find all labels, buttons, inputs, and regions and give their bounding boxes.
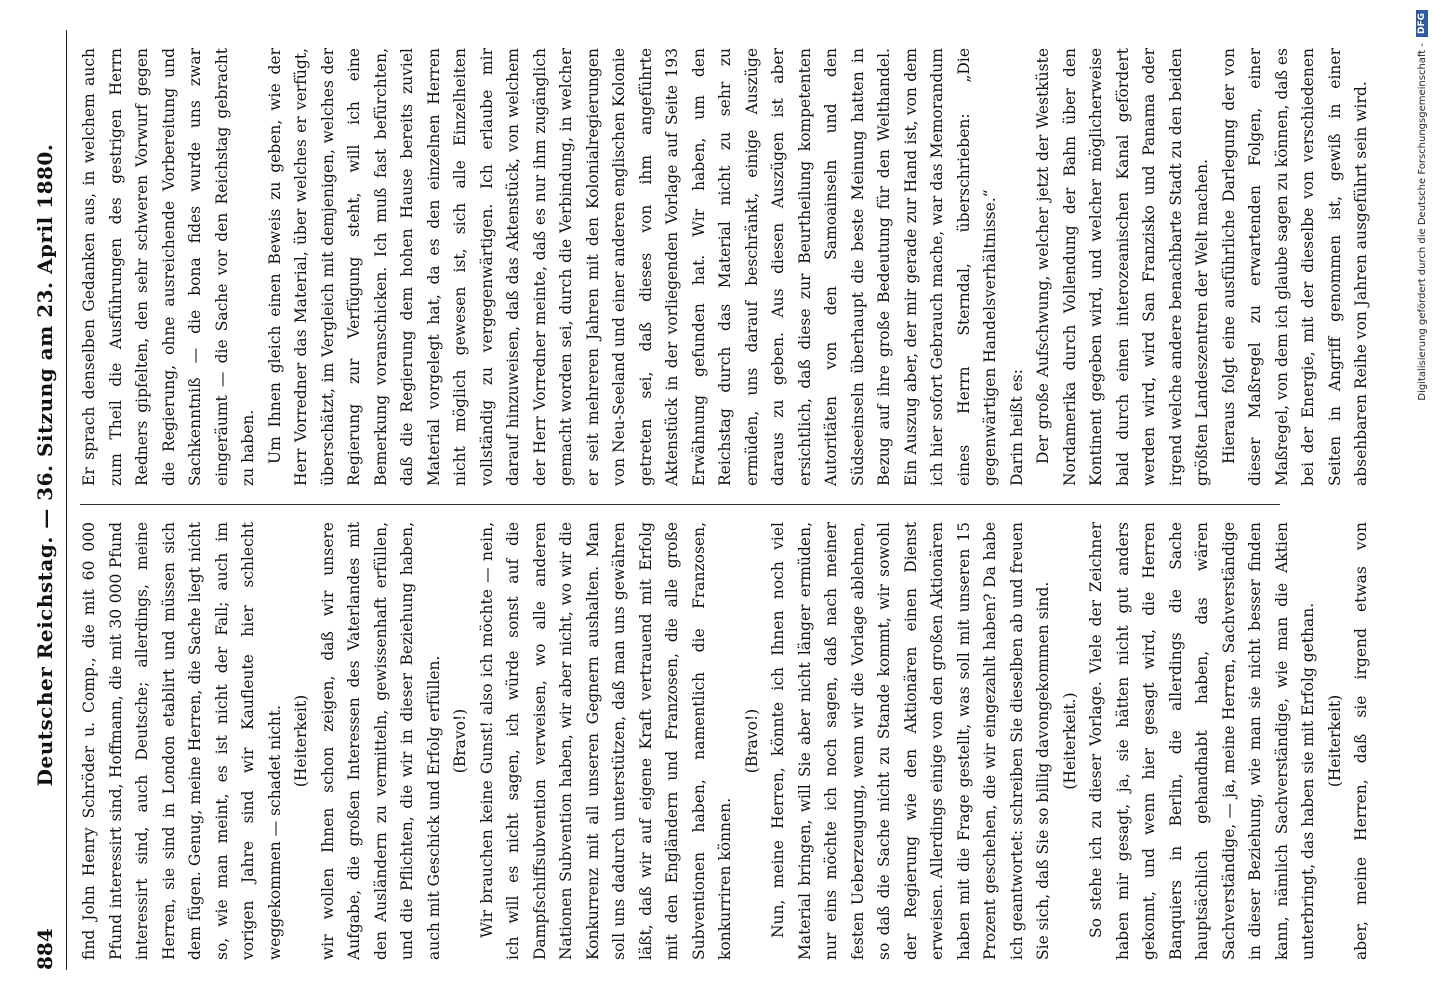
paragraph: [1375, 48, 1377, 486]
paragraph: Nun, meine Herren, könnte ich Ihnen noch viel Material bringen, will Sie aber nicht länger ermüden, nur eins möchte ich noch sagen, daß nach meiner festen Ueberzeugung, wenn wir die Vorlage ablehnen, so daß die Sache nicht zu Stande kommt, wir sowohl der Regierung wie den Aktionären einen Dienst erweisen. Allerdings einige von den großen Aktionären haben mit die Frage gestellt, was soll mit unseren 15 Prozent geschehen, die wir eingezahlt haben? Da habe ich geantwortet: schreiben Sie dieselben ab und freuen Sie sich, daß Sie so billig davongekommen sind.: [769, 522, 1052, 960]
rotated-content: [0, 10, 1400, 1000]
paragraph: So stehe ich zu dieser Vorlage. Viele der Zeichner haben mir gesagt, ja, sie hätten nicht gut anders gekonnt, und wenn hier gesagt wird, die Herren Banquiers in Berlin, die allerdings die Sache hauptsächlich gehandhabt haben, das wären Sachverständige, — ja, meine Herren, Sachverständige in dieser Beziehung, wie man sie nicht besser finden kann, nämlich Sachverständige, wie man die Aktien unterbringt, das haben sie mit Erfolg gethan.: [1087, 522, 1317, 960]
paragraph: Wir brauchen keine Gunst! also ich möchte — nein, ich will es nicht sagen, ich würde sonst auf die Dampfschiffsubvention verweisen, wo alle anderen Nationen Subvention haben, wir aber nicht, wo wir die Konkurrenz mit all unseren Gegnern aushalten. Man soll uns dadurch unterstützen, daß man uns gewähren läßt, daß wir auf eigene Kraft vertrauend mit Erfolg mit den Engländern und Franzosen, die alle große Subventionen haben, namentlich die Franzosen, konkurriren können.: [477, 522, 734, 960]
running-title: Deutscher Reichstag. — 36. Sitzung am 23. April 1880.: [33, 143, 57, 787]
paragraph: wir wollen Ihnen schon zeigen, daß wir unsere Aufgabe, die großen Interessen des Vaterlandes mit den Ausländern zu vermitteln, gewissenhaft erfüllen, und die Pflichten, die wir in dieser Beziehung haben, auch mit Geschick und Erfolg erfüllen.: [318, 522, 443, 960]
page-header: [30, 30, 60, 970]
left-column: [76, 522, 1376, 960]
paragraph: Er sprach denselben Gedanken aus, in welchem auch zum Theil die Ausführungen des gestrigen Herrn Redners gipfelten, den sehr schweren Vorwurf gegen die Regierung, ohne ausreichende Vorbereitung und Sachkenntniß — die bona fides wurde uns zwar eingeräumt — die Sache vor den Reichstag gebracht zu haben.: [80, 48, 257, 486]
stage-direction: (Heiterkeit): [292, 694, 310, 788]
paragraph: Darin heißt es:: [1007, 369, 1026, 486]
paragraph: aber, meine Herren, daß sie irgend etwas von: [1352, 522, 1370, 960]
attribution-strip: [1413, 10, 1431, 990]
stage-direction: (Heiterkeit): [1325, 694, 1344, 788]
stage-direction: (Bravo!): [742, 708, 761, 774]
paragraph: Hieraus folgt eine ausführliche Darlegung der von dieser Maßregel zu erwartenden Folgen, einer Maßregel, von dem ich glaube sagen zu können, daß es bei der Energie, mit der dieselbe von verschiedenen Seiten in Angriff genommen ist, gewiß in einer absehbaren Reihe von Jahren ausgeführt sein wird.: [1219, 48, 1370, 486]
column-divider: [80, 504, 1280, 505]
attribution-text: Digitalisierung gefördert durch die Deutsche Forschungsgemeinschaft -: [1416, 43, 1428, 401]
attribution-text-row: [1413, 10, 1431, 990]
quotation: Der große Aufschwung, welcher jetzt der Westküste Nordamerika durch Vollendung der Bahn über den Kontinent gegeben wird, und welcher möglicherweise bald durch einen interozeanischen Kanal gefördert werden wird, wird San Franzisko und Panama oder irgend welche andere benachbarte Stadt zu den beiden größten Landeszentren der Welt machen.: [1034, 48, 1211, 486]
page-number: 884: [33, 928, 57, 970]
paragraph: find John Henry Schröder u. Comp., die mit 60 000 Pfund interessirt sind, Hoffmann, die mit 30 000 Pfund interessirt sind, auch Deutsche; allerdings, meine Herren, sie sind in London etablirt und müssen sich dem fügen. Genug, meine Herren, die Sache liegt nicht so, wie man meint, es ist nicht der Fall; auch im vorigen Jahre sind wir Kaufleute hier schlecht weggekommen — schadet nicht.: [80, 522, 284, 960]
stage-direction: (Heiterkeit.): [1060, 692, 1079, 790]
stage-direction: (Bravo!): [451, 708, 469, 774]
dfg-logo: DFG: [1416, 10, 1428, 37]
right-column: [76, 48, 1376, 486]
paragraph: Um Ihnen gleich einen Beweis zu geben, wie der Herr Vorredner das Material, über welches er verfügt, überschätzt, im Vergleich mit demjenigen, welches der Regierung zur Verfügung steht, will ich eine Bemerkung voranschicken. Ich muß fast befürchten, daß die Regierung dem hohen Hause bereits zuviel Material vorgelegt hat, da es den einzelnen Herren nicht möglich gewesen ist, sich alle Einzelheiten vollständig zu vergegenwärtigen. Ich erlaube mir darauf hinzuweisen, daß das Aktenstück, von welchem der Herr Vorredner meinte, daß es nur ihm zugänglich gemacht worden sei, durch die Verbindung, in welcher er seit mehreren Jahren mit den Kolonialregierungen von Neu-Seeland und einer anderen englischen Kolonie getreten sei, daß dieses von ihm angeführte Aktenstück in der vorliegenden Vorlage auf Seite 193 Erwähnung gefunden hat. Wir haben, um den Reichstag durch das Material nicht zu sehr zu ermüden, uns darauf beschränkt, einige Auszüge daraus zu geben. Aus diesen Auszügen ist aber ersichtlich, daß diese zur Beurtheilung kompetenten Autoritäten von den Samoainseln und den Südseeinseln überhaupt die beste Meinung hatten in Bezug auf ihre große Bedeutung für den Welthandel. Ein Auszug aber, der mir gerade zur Hand ist, von dem ich hier sofort Gebrauch mache, war das Memorandum eines Herrn Sterndal, überschrieben: „Die gegenwärtigen Handelsverhältnisse.“: [265, 48, 999, 486]
header-rule: [66, 30, 67, 970]
